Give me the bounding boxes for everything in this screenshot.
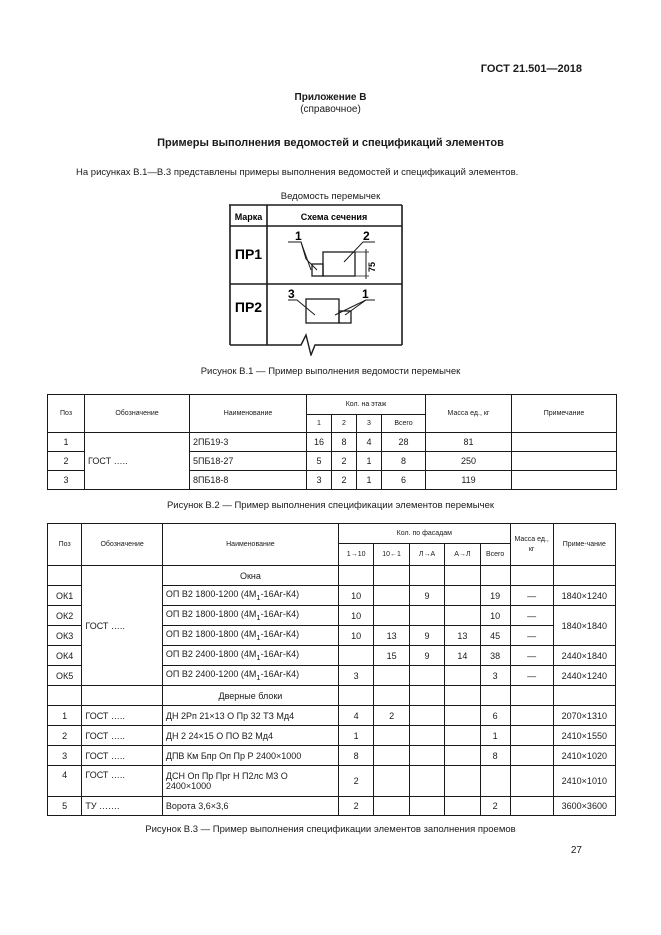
table-row: 2 ГОСТ ….. ДН 2 24×15 О ПО В2 Мд4 1 1 2410×1550 — [48, 726, 616, 746]
standard-number: ГОСТ 21.501—2018 — [480, 63, 582, 75]
pr1-dimension: 75 — [367, 261, 377, 272]
table-row: ОК1 ОП В2 1800-1200 $(4М_1-16Аг-К4)$ 10 9 19 — 1840×1240 — [48, 586, 616, 606]
col-facade-total: Всего — [480, 544, 510, 566]
figure1-mark-pr2: ПР2 — [234, 299, 263, 315]
appendix-title: Приложение В — [294, 92, 367, 103]
col-facade-2: 10←1 — [374, 544, 409, 566]
table-row: ОК2 ОП В2 1800-1800 $(4М_1-16Аг-К4)$ 10 10 — 1840×1840 — [48, 606, 616, 626]
pr1-callout-1: 1 — [295, 229, 302, 243]
figure1-col-mark: Марка — [234, 212, 263, 222]
figure1-mark-pr1: ПР1 — [234, 246, 263, 262]
page-number: 27 — [570, 845, 582, 856]
table-row: 1 ГОСТ ….. ДН 2Рп 21×13 О Пр 32 ТЗ Мд4 4 2 6 2070×1310 — [48, 706, 616, 726]
figure1-col-scheme: Схема сечения — [300, 212, 368, 222]
section-windows: Окна — [162, 566, 338, 586]
pr1-callout-2: 2 — [363, 229, 370, 243]
table-row: 3 ГОСТ ….. ДПВ Км Бпр Оп Пр Р 2400×1000 8 8 2410×1020 — [48, 746, 616, 766]
figure1-sketch — [229, 204, 404, 356]
beam-specification-table — [47, 394, 617, 490]
section-title: Примеры выполнения ведомостей и спецификаций элементов — [157, 137, 504, 149]
table-row: ОК4 ОП В2 2400-1800 $(4М_1-16Аг-К4)$ 15 9 14 38 — 2440×1840 — [48, 646, 616, 666]
col-mass: Масса ед., кг — [510, 524, 553, 566]
figure1-caption: Рисунок В.1 — Пример выполнения ведомости перемычек — [200, 366, 461, 377]
pr2-callout-1: 1 — [362, 287, 369, 301]
table-row: 5 ТУ ……. Ворота 3,6×3,6 2 2 3600×3600 — [48, 797, 616, 816]
col-floor-3: 3 — [357, 415, 382, 433]
col-floor-total: Всего — [382, 415, 426, 433]
col-mass: Масса ед., кг — [426, 395, 512, 433]
pr1-section-drawing — [288, 229, 377, 279]
col-name: Наименование — [190, 395, 307, 433]
col-facade-4: А→Л — [445, 544, 480, 566]
col-pos: Поз — [48, 395, 85, 433]
figure1-title: Ведомость перемычек — [280, 191, 381, 202]
table-row: ОК5 ОП В2 2400-1200 $(4М_1-16Аг-К4)$ 3 3 — 2440×1240 — [48, 666, 616, 686]
col-facade-1: 1→10 — [338, 544, 373, 566]
col-facade-3: Л→А — [409, 544, 444, 566]
pr2-callout-3: 3 — [288, 287, 295, 301]
col-note: Примечание — [512, 395, 617, 433]
intro-paragraph: На рисунках В.1—В.3 представлены примеры выполнения ведомостей и спецификаций элементов. — [76, 167, 519, 178]
table-row: 2 5ПБ18-27 5 2 1 8 250 — [48, 452, 617, 471]
table-row: 3 8ПБ18-8 3 2 1 6 119 — [48, 471, 617, 490]
col-floor-2: 2 — [332, 415, 357, 433]
table-row: 1 ГОСТ ….. 2ПБ19-3 16 8 4 28 81 — [48, 433, 617, 452]
figure2-caption: Рисунок В.2 — Пример выполнения спецификации элементов перемычек — [166, 500, 495, 511]
col-designation: Обозначение — [82, 524, 163, 566]
appendix-subtitle: (справочное) — [300, 104, 361, 115]
col-floor-1: 1 — [307, 415, 332, 433]
openings-specification-table — [47, 523, 616, 816]
col-designation: Обозначение — [85, 395, 190, 433]
figure3-caption: Рисунок В.3 — Пример выполнения спецификации элементов заполнения проемов — [145, 824, 516, 835]
table-row: ОК3 ОП В2 1800-1800 $(4М_1-16Аг-К4)$ 10 13 9 13 45 — — [48, 626, 616, 646]
col-qty-group: Кол. на этаж — [307, 395, 426, 415]
col-pos: Поз — [48, 524, 82, 566]
col-qty-group: Кол. по фасадам — [338, 524, 510, 544]
section-doors: Дверные блоки — [162, 686, 338, 706]
col-name: Наименование — [162, 524, 338, 566]
note-merged: 1840×1840 — [553, 606, 615, 646]
designation-cell: ГОСТ ….. — [85, 433, 190, 490]
designation-windows: ГОСТ ….. — [82, 566, 163, 686]
pr2-section-drawing — [288, 287, 375, 323]
col-note: Приме-чание — [553, 524, 615, 566]
table-row: 4 ГОСТ ….. ДСН Оп Пр Прг Н П2лс М3 О 2400×1000 2 2410×1010 — [48, 766, 616, 797]
